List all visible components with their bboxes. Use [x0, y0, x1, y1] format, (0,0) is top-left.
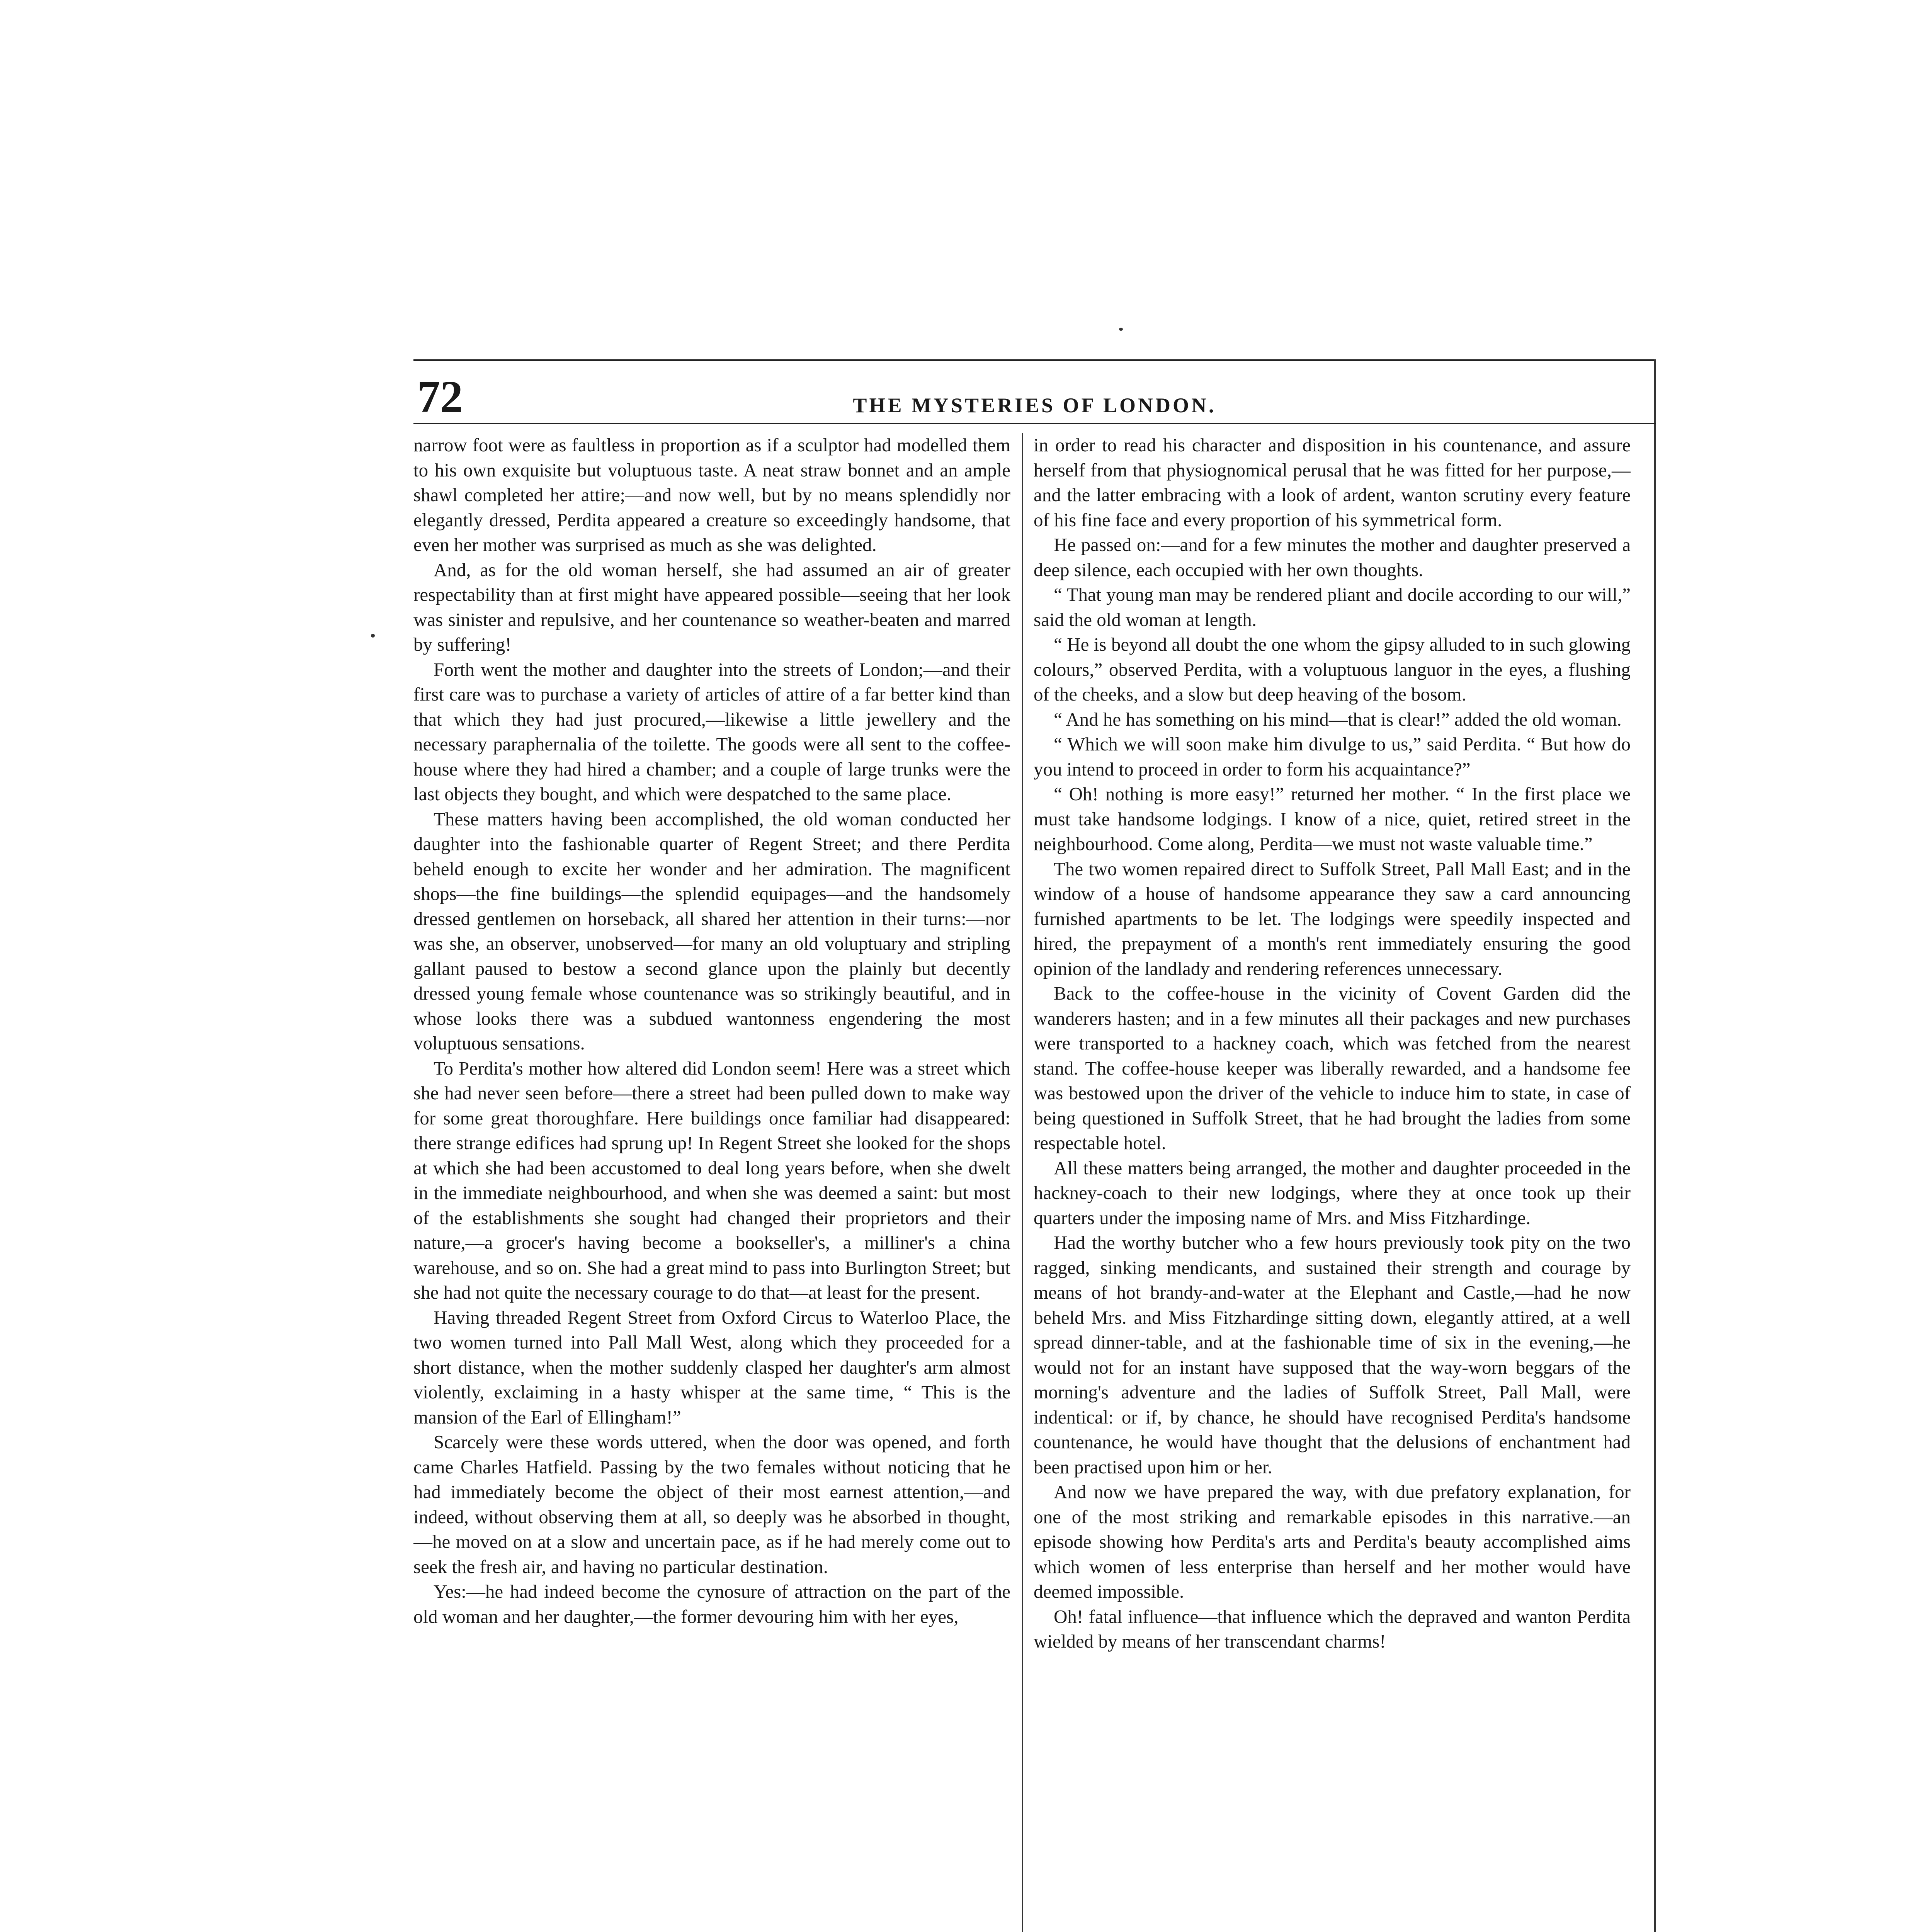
paragraph: Yes:—he had indeed become the cynosure of attraction on the part of the old woman and her daughter,—the former devouring him with her eyes,	[413, 1581, 1010, 1627]
text-columns	[413, 433, 1646, 1932]
paragraph: And now we have prepared the way, with due prefatory explanation, for one of the most striking and remarkable episodes in this narrative.—an episode showing how Perdita's arts and Perdita's beauty accomplished aims which women of less enterprise than herself and her mother would have deemed impossible.	[1034, 1481, 1631, 1602]
paragraph: in order to read his character and disposition in his countenance, and assure herself from that physiognomical perusal that he was fitted for her purpose,—and the latter embracing with a look of ardent, wanton scrutiny every feature of his fine face and every proportion of his symmetrical form.	[1034, 434, 1631, 531]
paragraph: “ Oh! nothing is more easy!” returned her mother. “ In the first place we must take handsome lodgings. I know of a nice, quiet, retired street in the neighbourhood. Come along, Perdita—we must not waste valuable time.”	[1034, 783, 1631, 854]
paragraph: The two women repaired direct to Suffolk Street, Pall Mall East; and in the window of a house of handsome appearance they saw a card announcing furnished apartments to be let. The lodgings were speedily inspected and hired, the prepayment of a month's rent immediately ensuring the good opinion of the landlady and rendering references unnecessary.	[1034, 858, 1631, 979]
paragraph: Forth went the mother and daughter into the streets of London;—and their first care was to purchase a variety of articles of attire of a far better kind than that which they had just procured,—likewise a little jewellery and the necessary paraphernalia of the toilette. The goods were all sent to the coffee-house where they had hired a chamber; and a couple of large trunks were the last objects they bought, and which were despatched to the same place.	[413, 658, 1010, 804]
paragraph: These matters having been accomplished, the old woman conducted her daughter into the fashionable quarter of Regent Street; and there Perdita beheld enough to excite her wonder and her admiration. The magnificent shops—the fine buildings—the splendid equipages—and the handsomely dressed gentlemen on horseback, all shared her attention in their turns:—nor was she, an observer, unobserved—for many an old voluptuary and stripling gallant paused to bestow a second glance upon the plainly but decently dressed young female whose countenance was so strikingly beautiful, and in whose looks there was a subdued wantonness engendering the most voluptuous sensations.	[413, 808, 1010, 1054]
paragraph: And, as for the old woman herself, she had assumed an air of greater respectability than at first might have appeared possible—seeing that her look was sinister and repulsive, and her countenance so weather-beaten and marred by suffering!	[413, 559, 1010, 655]
paragraph: “ That young man may be rendered pliant and docile according to our will,” said the old woman at length.	[1034, 584, 1631, 630]
paragraph: Scarcely were these words uttered, when the door was opened, and forth came Charles Hatfield. Passing by the two females without noticing that he had immediately become the object of their most earnest attention,—and indeed, without observing them at all, so deeply was he absorbed in thought,—he moved on at a slow and uncertain pace, as if he had merely come out to seek the fresh air, and having no particular destination.	[413, 1431, 1010, 1577]
paragraph: “ Which we will soon make him divulge to us,” said Perdita. “ But how do you intend to proceed in order to form his acquaintance?”	[1034, 733, 1631, 780]
paragraph: He passed on:—and for a few minutes the mother and daughter preserved a deep silence, each occupied with her own thoughts.	[1034, 534, 1631, 580]
page-header	[413, 371, 1656, 422]
header-rule	[413, 423, 1656, 424]
paragraph: To Perdita's mother how altered did London seem! Here was a street which she had never seen before—there a street had been pulled down to make way for some great thoroughfare. Here buildings once familiar had disappeared: there strange edifices had sprung up! In Regent Street she looked for the shops at which she had been accustomed to deal long years before, when she dwelt in the immediate neighbourhood, and when she was deemed a saint: but most of the establishments she sought had changed their proprietors and their nature,—a grocer's having become a bookseller's, a milliner's a china warehouse, and so on. She had a great mind to pass into Burlington Street; but she had not quite the necessary courage to do that—at least for the present.	[413, 1057, 1010, 1303]
paragraph: Having threaded Regent Street from Oxford Circus to Waterloo Place, the two women turned into Pall Mall West, along which they proceeded for a short distance, when the mother suddenly clasped her daughter's arm almost violently, exclaiming in a hasty whisper at the same time, “ This is the mansion of the Earl of Ellingham!”	[413, 1306, 1010, 1428]
paragraph: narrow foot were as faultless in proportion as if a sculptor had modelled them to his own exquisite but voluptuous taste. A neat straw bonnet and an ample shawl completed her attire;—and now well, but by no means splendidly nor elegantly dressed, Perdita appeared a creature so exceedingly handsome, that even her mother was surprised as much as she was delighted.	[413, 434, 1010, 555]
paragraph: “ And he has something on his mind—that is clear!” added the old woman.	[1054, 708, 1622, 730]
book-page	[413, 359, 1656, 1932]
page-number: 72	[417, 371, 463, 422]
paragraph: Had the worthy butcher who a few hours previously took pity on the two ragged, sinking mendicants, and sustained their strength and courage by means of hot brandy-and-water at the Elephant and Castle,—had he now beheld Mrs. and Miss Fitzhardinge sitting down, elegantly attired, at a well spread dinner-table, and at the fashionable time of six in the evening,—he would not for an instant have supposed that the way-worn beggars of the morning's adventure and the ladies of Suffolk Street, Pall Mall, were indentical: or if, by chance, he should have recognised Perdita's handsome countenance, he would have thought that the delusions of enchantment had been practised upon him or her.	[1034, 1232, 1631, 1478]
ink-speck	[1119, 328, 1123, 331]
right-column	[1034, 433, 1631, 1932]
paragraph: Back to the coffee-house in the vicinity of Covent Garden did the wanderers hasten; and in a few minutes all their packages and new purchases were transported to a hackney coach, which was fetched from the nearest stand. The coffee-house keeper was liberally rewarded, and a handsome fee was bestowed upon the driver of the vehicle to induce him to state, in case of being questioned in Suffolk Street, that he had brought the ladies from some respectable hotel.	[1034, 983, 1631, 1153]
top-rule	[413, 359, 1656, 361]
column-divider	[1022, 433, 1023, 1932]
left-column	[413, 433, 1010, 1932]
ink-speck	[371, 634, 375, 638]
paragraph: All these matters being arranged, the mother and daughter proceeded in the hackney-coach to their new lodgings, where they at once took up their quarters under the imposing name of Mrs. and Miss Fitzhardinge.	[1034, 1157, 1631, 1228]
right-rule	[1654, 359, 1656, 1932]
paragraph: Oh! fatal influence—that influence which the depraved and wanton Perdita wielded by means of her transcendant charms!	[1034, 1605, 1631, 1652]
running-title: THE MYSTERIES OF LONDON.	[853, 394, 1216, 417]
paragraph: “ He is beyond all doubt the one whom the gipsy alluded to in such glowing colours,” observed Perdita, with a voluptuous languor in the eyes, a flushing of the cheeks, and a slow but deep heaving of the bosom.	[1034, 634, 1631, 705]
